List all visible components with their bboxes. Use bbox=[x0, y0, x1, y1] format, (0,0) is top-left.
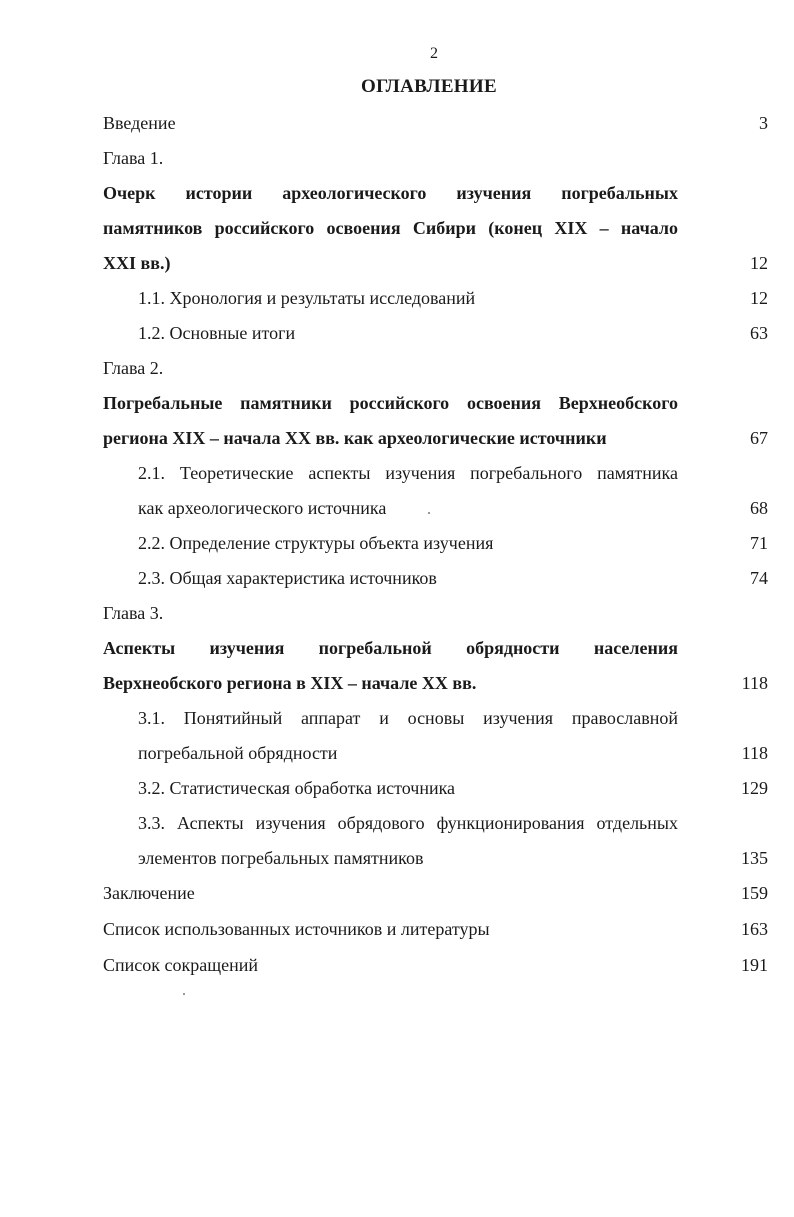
toc-entry-text: Верхнеобского региона в XIX – начале XX вв. bbox=[103, 673, 477, 693]
toc-entry-page: 159 bbox=[741, 883, 768, 903]
toc-entry-page: 118 bbox=[741, 743, 768, 763]
toc-entry-text: 3.1. Понятийный аппарат и основы изучения православной bbox=[138, 708, 678, 728]
toc-entry-page: 12 bbox=[750, 288, 768, 308]
toc-entry-text: Список сокращений bbox=[103, 955, 258, 975]
toc-entry-page: 67 bbox=[750, 428, 768, 448]
toc-entry-text: Аспекты изучения погребальной обрядности населения bbox=[103, 638, 678, 658]
toc-entry-page: 74 bbox=[750, 568, 768, 588]
toc-entry-text: XXI вв.) bbox=[103, 253, 171, 273]
toc-entry-page: 63 bbox=[750, 323, 768, 343]
toc-entry-text: как археологического источника bbox=[138, 498, 387, 518]
toc-entry-text: памятников российского освоения Сибири (конец XIX – начало bbox=[103, 218, 678, 238]
toc-entry-page: 191 bbox=[741, 955, 768, 975]
toc-entry-page: 12 bbox=[750, 253, 768, 273]
toc-entry-text: Глава 1. bbox=[103, 148, 164, 168]
toc-entry-page: 71 bbox=[750, 533, 768, 553]
toc-entry-page: 68 bbox=[750, 498, 768, 518]
page-number: 2 bbox=[430, 45, 438, 62]
toc-entry-text: 1.1. Хронология и результаты исследований bbox=[138, 288, 476, 308]
toc-entry-text: 2.1. Теоретические аспекты изучения погребального памятника bbox=[138, 463, 678, 483]
toc-entry-text: Глава 2. bbox=[103, 358, 164, 378]
toc-entry-text: Очерк истории археологического изучения погребальных bbox=[103, 183, 678, 203]
toc-entry-text: Глава 3. bbox=[103, 603, 164, 623]
toc-entry-page: 163 bbox=[741, 919, 768, 939]
scan-speck bbox=[183, 993, 185, 995]
toc-title: ОГЛАВЛЕНИЕ bbox=[361, 76, 497, 97]
scan-speck bbox=[428, 512, 430, 514]
toc-entry-page: 3 bbox=[759, 113, 768, 133]
toc-entry-text: Введение bbox=[103, 113, 176, 133]
toc-entry-text: 3.3. Аспекты изучения обрядового функционирования отдельных bbox=[138, 813, 678, 833]
toc-entry-text: Список использованных источников и литературы bbox=[103, 919, 490, 939]
toc-entry-text: 2.3. Общая характеристика источников bbox=[138, 568, 437, 588]
toc-entry-text: Погребальные памятники российского освоения Верхнеобского bbox=[103, 393, 678, 413]
toc-entry-text: региона XIX – начала XX вв. как археологические источники bbox=[103, 428, 607, 448]
toc-entry-page: 118 bbox=[741, 673, 768, 693]
toc-entry-text: элементов погребальных памятников bbox=[138, 848, 424, 868]
toc-entry-page: 135 bbox=[741, 848, 768, 868]
toc-entry-page: 129 bbox=[741, 778, 768, 798]
toc-entry-text: 2.2. Определение структуры объекта изучения bbox=[138, 533, 494, 553]
toc-entry-text: Заключение bbox=[103, 883, 195, 903]
toc-entry-text: 1.2. Основные итоги bbox=[138, 323, 296, 343]
toc-entry-text: 3.2. Статистическая обработка источника bbox=[138, 778, 456, 798]
toc-entry-text: погребальной обрядности bbox=[138, 743, 338, 763]
